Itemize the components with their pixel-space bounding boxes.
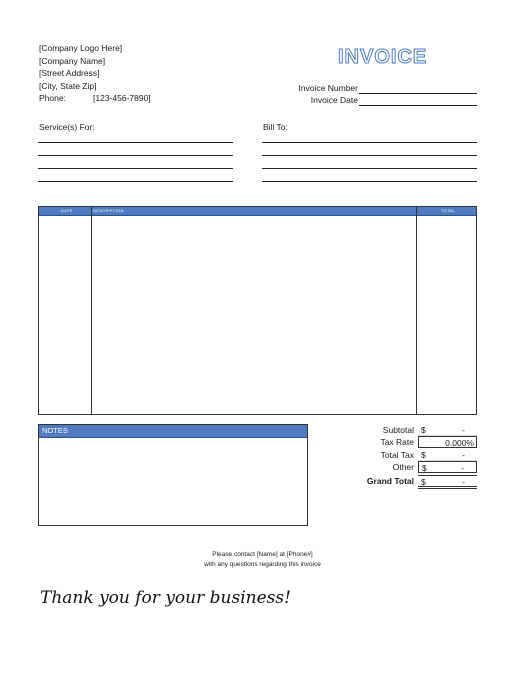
line-items-header — [39, 207, 476, 216]
total-tax-value-cell — [418, 449, 477, 461]
bill-to-label: Bill To: — [263, 122, 288, 132]
subtotal-currency: $ — [421, 425, 426, 435]
invoice-date-field[interactable] — [359, 105, 477, 106]
company-info — [39, 42, 151, 105]
services-for-line[interactable] — [38, 142, 233, 143]
column-header-total: TOTAL — [441, 208, 456, 213]
contact-line-1: Please contact [Name] at [Phone#] — [212, 551, 313, 558]
phone-value: [123-456-7890] — [93, 93, 151, 103]
contact-line-2: with any questions regarding this invoice — [204, 561, 321, 568]
notes-header — [39, 425, 307, 438]
bill-to-line[interactable] — [262, 181, 477, 182]
invoice-date-label: Invoice Date — [310, 95, 358, 105]
date-column-cells[interactable] — [39, 216, 91, 414]
services-for-line[interactable] — [38, 155, 233, 156]
company-name: [Company Name] — [39, 55, 106, 66]
column-header-description: DESCRIPTION — [93, 208, 124, 213]
subtotal-value-cell — [418, 424, 477, 436]
invoice-number-label: Invoice Number — [298, 83, 358, 93]
notes-label: NOTES — [42, 426, 68, 435]
bill-to-line[interactable] — [262, 142, 477, 143]
description-column-cells[interactable] — [92, 216, 416, 414]
total-tax-currency: $ — [421, 450, 426, 460]
phone-label: Phone: — [39, 93, 66, 103]
services-for-line[interactable] — [38, 168, 233, 169]
company-street: [Street Address] — [39, 68, 100, 78]
bill-to-line[interactable] — [262, 155, 477, 156]
subtotal-value: - — [462, 425, 465, 435]
invoice-title: INVOICE — [338, 46, 428, 68]
tax-rate-value: 0.000% — [445, 438, 474, 448]
tax-rate-label: Tax Rate — [380, 437, 414, 447]
line-items-table — [38, 206, 477, 415]
total-tax-label: Total Tax — [380, 450, 414, 460]
thank-you-message: Thank you for your business! — [40, 588, 291, 608]
company-phone-row — [39, 92, 151, 105]
grand-total-currency: $ — [421, 477, 426, 487]
grand-total-value: - — [462, 477, 465, 487]
company-logo-placeholder: [Company Logo Here] — [39, 43, 123, 53]
services-for-label: Service(s) For: — [39, 122, 95, 132]
total-column-cells[interactable] — [417, 216, 476, 414]
other-input[interactable] — [418, 461, 477, 473]
notes-box[interactable] — [38, 424, 308, 526]
other-label: Other — [392, 462, 414, 472]
total-tax-value: - — [462, 450, 465, 460]
column-header-date: DATE — [61, 208, 73, 213]
grand-total-value-cell — [418, 475, 477, 489]
other-currency: $ — [422, 463, 427, 473]
services-for-line[interactable] — [38, 181, 233, 182]
grand-total-label: Grand Total — [366, 476, 414, 486]
bill-to-line[interactable] — [262, 168, 477, 169]
other-value: - — [461, 463, 464, 473]
subtotal-label: Subtotal — [382, 425, 414, 435]
company-city: [City, State Zip] — [39, 80, 97, 91]
tax-rate-input[interactable] — [418, 436, 477, 448]
invoice-number-field[interactable] — [359, 93, 477, 94]
